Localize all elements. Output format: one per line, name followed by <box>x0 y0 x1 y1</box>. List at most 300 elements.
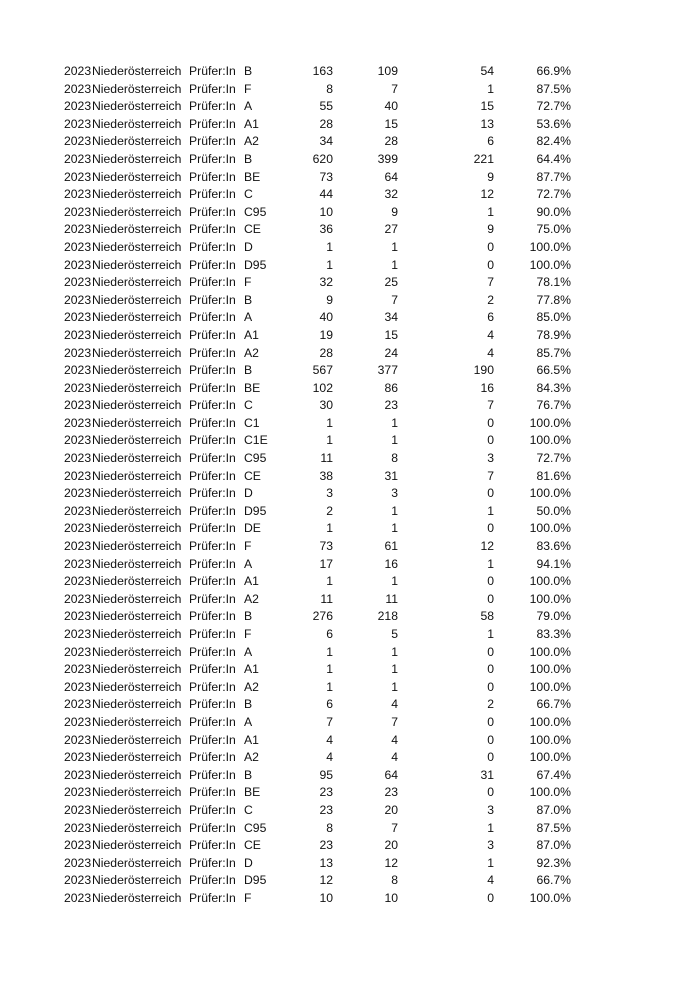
cell-passed: 1 <box>391 503 398 518</box>
table-row <box>64 221 571 239</box>
cell-role: Prüfer:In <box>189 539 236 554</box>
cell-year: 2023 <box>64 64 92 78</box>
cell-failed: 221 <box>473 151 494 166</box>
cell-region: Niederösterreich <box>92 486 182 501</box>
table-row <box>64 855 571 873</box>
cell-year: 2023 <box>64 785 92 800</box>
cell-year: 2023 <box>64 539 92 554</box>
cell-region: Niederösterreich <box>92 345 182 360</box>
table-row <box>64 767 571 785</box>
cell-failed: 0 <box>487 574 494 589</box>
cell-region: Niederösterreich <box>92 292 182 307</box>
cell-total: 1 <box>326 257 333 272</box>
cell-pass-rate: 82.4% <box>536 134 571 149</box>
cell-total: 2 <box>326 503 333 518</box>
cell-pass-rate: 100.0% <box>529 415 571 430</box>
cell-failed: 0 <box>487 415 494 430</box>
cell-total: 11 <box>320 591 333 606</box>
cell-region: Niederösterreich <box>92 398 182 413</box>
table-row <box>64 749 571 767</box>
cell-pass-rate: 83.3% <box>536 627 571 641</box>
table-row <box>64 520 571 538</box>
cell-pass-rate: 100.0% <box>529 574 571 589</box>
cell-license-class: D <box>244 855 253 870</box>
cell-passed: 27 <box>384 222 398 237</box>
cell-pass-rate: 66.7% <box>536 873 571 888</box>
cell-role: Prüfer:In <box>189 116 236 131</box>
cell-license-class: A1 <box>244 732 259 747</box>
cell-license-class: A <box>244 644 253 659</box>
cell-failed: 58 <box>480 609 494 624</box>
cell-role: Prüfer:In <box>189 767 236 782</box>
cell-role: Prüfer:In <box>189 187 236 202</box>
cell-failed: 0 <box>487 257 494 272</box>
cell-total: 1 <box>326 521 333 536</box>
cell-total: 12 <box>319 873 333 888</box>
cell-pass-rate: 100.0% <box>529 714 571 729</box>
cell-year: 2023 <box>64 327 92 342</box>
table-row <box>64 151 571 169</box>
cell-year: 2023 <box>64 292 92 307</box>
cell-total: 55 <box>319 99 333 114</box>
cell-role: Prüfer:In <box>189 64 236 78</box>
cell-passed: 34 <box>384 310 398 325</box>
cell-year: 2023 <box>64 239 92 254</box>
cell-region: Niederösterreich <box>92 662 182 677</box>
cell-total: 10 <box>319 890 333 905</box>
cell-year: 2023 <box>64 275 92 290</box>
cell-pass-rate: 100.0% <box>529 679 571 694</box>
cell-failed: 0 <box>487 591 494 606</box>
cell-total: 23 <box>319 802 333 817</box>
cell-passed: 1 <box>391 644 398 659</box>
table-row <box>64 661 571 679</box>
cell-license-class: B <box>244 151 253 166</box>
cell-pass-rate: 100.0% <box>529 257 571 272</box>
cell-failed: 12 <box>480 539 494 554</box>
cell-failed: 1 <box>487 503 494 518</box>
cell-pass-rate: 92.3% <box>536 855 571 870</box>
cell-pass-rate: 50.0% <box>536 503 571 518</box>
cell-failed: 9 <box>487 169 494 184</box>
cell-passed: 15 <box>384 116 398 131</box>
cell-failed: 9 <box>487 222 494 237</box>
cell-total: 9 <box>326 292 333 307</box>
cell-license-class: A1 <box>244 662 259 677</box>
cell-year: 2023 <box>64 116 92 131</box>
cell-failed: 31 <box>480 767 494 782</box>
cell-failed: 0 <box>487 644 494 659</box>
cell-passed: 7 <box>391 820 398 835</box>
cell-pass-rate: 66.7% <box>536 697 571 712</box>
cell-total: 7 <box>326 714 333 729</box>
cell-passed: 23 <box>384 398 398 413</box>
cell-role: Prüfer:In <box>189 310 236 325</box>
cell-year: 2023 <box>64 151 92 166</box>
cell-pass-rate: 84.3% <box>536 380 571 395</box>
cell-year: 2023 <box>64 627 92 641</box>
cell-year: 2023 <box>64 820 92 835</box>
cell-region: Niederösterreich <box>92 169 182 184</box>
cell-failed: 2 <box>487 292 494 307</box>
cell-region: Niederösterreich <box>92 574 182 589</box>
cell-region: Niederösterreich <box>92 239 182 254</box>
cell-pass-rate: 75.0% <box>536 222 571 237</box>
cell-total: 28 <box>319 345 333 360</box>
cell-year: 2023 <box>64 486 92 501</box>
cell-role: Prüfer:In <box>189 204 236 219</box>
cell-total: 1 <box>326 662 333 677</box>
cell-total: 23 <box>319 838 333 853</box>
cell-pass-rate: 100.0% <box>529 750 571 765</box>
cell-passed: 7 <box>391 292 398 307</box>
cell-total: 44 <box>319 187 333 202</box>
cell-passed: 1 <box>391 239 398 254</box>
cell-passed: 5 <box>391 627 398 641</box>
cell-year: 2023 <box>64 398 92 413</box>
cell-total: 6 <box>326 627 333 641</box>
cell-role: Prüfer:In <box>189 398 236 413</box>
cell-passed: 109 <box>377 64 398 78</box>
table-row <box>64 608 571 626</box>
cell-license-class: CE <box>244 468 261 483</box>
cell-region: Niederösterreich <box>92 151 182 166</box>
cell-license-class: C1 <box>244 415 260 430</box>
cell-passed: 1 <box>391 662 398 677</box>
cell-year: 2023 <box>64 415 92 430</box>
cell-role: Prüfer:In <box>189 609 236 624</box>
cell-role: Prüfer:In <box>189 345 236 360</box>
cell-pass-rate: 100.0% <box>529 521 571 536</box>
table-row <box>64 468 571 486</box>
cell-region: Niederösterreich <box>92 451 182 466</box>
cell-failed: 1 <box>487 627 494 641</box>
cell-pass-rate: 87.7% <box>536 169 571 184</box>
cell-failed: 0 <box>487 521 494 536</box>
cell-pass-rate: 100.0% <box>529 486 571 501</box>
cell-role: Prüfer:In <box>189 327 236 342</box>
cell-year: 2023 <box>64 855 92 870</box>
cell-license-class: CE <box>244 222 261 237</box>
cell-region: Niederösterreich <box>92 222 182 237</box>
cell-total: 6 <box>326 697 333 712</box>
cell-license-class: A2 <box>244 345 259 360</box>
cell-license-class: A2 <box>244 679 259 694</box>
cell-pass-rate: 53.6% <box>536 116 571 131</box>
cell-pass-rate: 85.0% <box>536 310 571 325</box>
cell-year: 2023 <box>64 204 92 219</box>
cell-total: 73 <box>319 539 333 554</box>
cell-role: Prüfer:In <box>189 380 236 395</box>
cell-role: Prüfer:In <box>189 451 236 466</box>
cell-license-class: C95 <box>244 451 267 466</box>
cell-role: Prüfer:In <box>189 714 236 729</box>
cell-total: 276 <box>312 609 333 624</box>
cell-region: Niederösterreich <box>92 64 182 78</box>
cell-region: Niederösterreich <box>92 116 182 131</box>
table-row <box>64 116 571 134</box>
cell-passed: 1 <box>391 257 398 272</box>
cell-pass-rate: 77.8% <box>536 292 571 307</box>
cell-region: Niederösterreich <box>92 99 182 114</box>
cell-region: Niederösterreich <box>92 750 182 765</box>
cell-role: Prüfer:In <box>189 415 236 430</box>
cell-license-class: A1 <box>244 116 259 131</box>
cell-total: 1 <box>326 574 333 589</box>
cell-role: Prüfer:In <box>189 627 236 641</box>
cell-failed: 6 <box>487 310 494 325</box>
cell-passed: 11 <box>385 591 398 606</box>
cell-pass-rate: 67.4% <box>536 767 571 782</box>
cell-pass-rate: 64.4% <box>536 151 571 166</box>
cell-region: Niederösterreich <box>92 187 182 202</box>
cell-region: Niederösterreich <box>92 890 182 905</box>
cell-passed: 15 <box>384 327 398 342</box>
cell-total: 1 <box>326 644 333 659</box>
cell-passed: 31 <box>384 468 398 483</box>
cell-pass-rate: 72.7% <box>536 451 571 466</box>
cell-role: Prüfer:In <box>189 521 236 536</box>
cell-license-class: B <box>244 697 253 712</box>
table-row <box>64 397 571 415</box>
cell-license-class: DE <box>244 521 261 536</box>
cell-region: Niederösterreich <box>92 556 182 571</box>
table-row <box>64 274 571 292</box>
cell-total: 23 <box>319 785 333 800</box>
cell-passed: 9 <box>391 204 398 219</box>
cell-role: Prüfer:In <box>189 433 236 448</box>
cell-role: Prüfer:In <box>189 222 236 237</box>
cell-failed: 0 <box>487 750 494 765</box>
cell-failed: 7 <box>487 468 494 483</box>
cell-passed: 8 <box>391 451 398 466</box>
cell-year: 2023 <box>64 99 92 114</box>
cell-region: Niederösterreich <box>92 468 182 483</box>
cell-year: 2023 <box>64 134 92 149</box>
cell-role: Prüfer:In <box>189 644 236 659</box>
cell-license-class: A2 <box>244 134 259 149</box>
cell-failed: 1 <box>487 556 494 571</box>
cell-year: 2023 <box>64 679 92 694</box>
cell-year: 2023 <box>64 187 92 202</box>
cell-total: 1 <box>326 239 333 254</box>
cell-failed: 3 <box>487 802 494 817</box>
cell-region: Niederösterreich <box>92 644 182 659</box>
cell-total: 1 <box>326 433 333 448</box>
cell-region: Niederösterreich <box>92 838 182 853</box>
cell-passed: 20 <box>384 802 398 817</box>
cell-region: Niederösterreich <box>92 679 182 694</box>
cell-passed: 4 <box>391 750 398 765</box>
cell-passed: 64 <box>384 767 398 782</box>
cell-total: 34 <box>319 134 333 149</box>
cell-total: 8 <box>326 81 333 96</box>
cell-license-class: BE <box>244 380 261 395</box>
table-row <box>64 626 571 644</box>
cell-year: 2023 <box>64 556 92 571</box>
cell-role: Prüfer:In <box>189 363 236 378</box>
cell-license-class: A <box>244 99 253 114</box>
cell-failed: 1 <box>487 855 494 870</box>
cell-role: Prüfer:In <box>189 838 236 853</box>
cell-role: Prüfer:In <box>189 239 236 254</box>
cell-pass-rate: 100.0% <box>529 433 571 448</box>
table-row <box>64 872 571 890</box>
table-row <box>64 485 571 503</box>
cell-pass-rate: 81.6% <box>536 468 571 483</box>
cell-license-class: BE <box>244 169 261 184</box>
cell-role: Prüfer:In <box>189 556 236 571</box>
cell-total: 11 <box>320 451 333 466</box>
table-row <box>64 415 571 433</box>
cell-role: Prüfer:In <box>189 802 236 817</box>
table-body <box>64 63 571 908</box>
cell-total: 567 <box>312 363 333 378</box>
table-row <box>64 98 571 116</box>
cell-role: Prüfer:In <box>189 503 236 518</box>
cell-region: Niederösterreich <box>92 591 182 606</box>
cell-failed: 1 <box>487 204 494 219</box>
cell-role: Prüfer:In <box>189 820 236 835</box>
cell-failed: 1 <box>487 81 494 96</box>
cell-region: Niederösterreich <box>92 327 182 342</box>
cell-year: 2023 <box>64 468 92 483</box>
cell-passed: 64 <box>384 169 398 184</box>
cell-region: Niederösterreich <box>92 521 182 536</box>
cell-role: Prüfer:In <box>189 275 236 290</box>
cell-role: Prüfer:In <box>189 486 236 501</box>
cell-failed: 0 <box>487 662 494 677</box>
cell-failed: 7 <box>487 398 494 413</box>
cell-license-class: B <box>244 292 253 307</box>
table-row <box>64 345 571 363</box>
table-row <box>64 503 571 521</box>
cell-role: Prüfer:In <box>189 785 236 800</box>
cell-license-class: A2 <box>244 750 259 765</box>
cell-role: Prüfer:In <box>189 873 236 888</box>
cell-total: 102 <box>312 380 333 395</box>
cell-total: 30 <box>319 398 333 413</box>
cell-license-class: A <box>244 714 253 729</box>
cell-passed: 40 <box>384 99 398 114</box>
cell-passed: 7 <box>391 714 398 729</box>
cell-pass-rate: 83.6% <box>536 539 571 554</box>
cell-license-class: C95 <box>244 820 267 835</box>
table-row <box>64 133 571 151</box>
cell-passed: 61 <box>384 539 398 554</box>
cell-passed: 3 <box>391 486 398 501</box>
cell-failed: 54 <box>480 64 494 78</box>
cell-pass-rate: 100.0% <box>529 591 571 606</box>
cell-region: Niederösterreich <box>92 732 182 747</box>
cell-license-class: CE <box>244 838 261 853</box>
cell-passed: 1 <box>391 415 398 430</box>
cell-region: Niederösterreich <box>92 539 182 554</box>
cell-pass-rate: 94.1% <box>536 556 571 571</box>
cell-role: Prüfer:In <box>189 151 236 166</box>
cell-role: Prüfer:In <box>189 890 236 905</box>
table-row <box>64 380 571 398</box>
cell-license-class: F <box>244 81 252 96</box>
cell-failed: 0 <box>487 714 494 729</box>
cell-role: Prüfer:In <box>189 855 236 870</box>
table-row <box>64 169 571 187</box>
cell-total: 4 <box>326 732 333 747</box>
cell-role: Prüfer:In <box>189 99 236 114</box>
cell-year: 2023 <box>64 521 92 536</box>
table-row <box>64 556 571 574</box>
cell-pass-rate: 87.5% <box>536 81 571 96</box>
table-row <box>64 890 571 908</box>
cell-pass-rate: 87.0% <box>536 802 571 817</box>
cell-failed: 3 <box>487 451 494 466</box>
cell-pass-rate: 66.9% <box>536 64 571 78</box>
cell-failed: 0 <box>487 679 494 694</box>
cell-role: Prüfer:In <box>189 169 236 184</box>
cell-region: Niederösterreich <box>92 415 182 430</box>
table-row <box>64 679 571 697</box>
cell-year: 2023 <box>64 609 92 624</box>
cell-pass-rate: 100.0% <box>529 890 571 905</box>
cell-pass-rate: 66.5% <box>536 363 571 378</box>
table-row <box>64 257 571 275</box>
cell-year: 2023 <box>64 767 92 782</box>
cell-passed: 7 <box>391 81 398 96</box>
cell-role: Prüfer:In <box>189 81 236 96</box>
cell-pass-rate: 85.7% <box>536 345 571 360</box>
cell-pass-rate: 100.0% <box>529 732 571 747</box>
cell-year: 2023 <box>64 257 92 272</box>
cell-region: Niederösterreich <box>92 134 182 149</box>
cell-region: Niederösterreich <box>92 380 182 395</box>
cell-failed: 13 <box>480 116 494 131</box>
cell-total: 1 <box>326 415 333 430</box>
cell-failed: 7 <box>487 275 494 290</box>
cell-failed: 0 <box>487 433 494 448</box>
cell-license-class: C <box>244 802 253 817</box>
cell-role: Prüfer:In <box>189 732 236 747</box>
table-row <box>64 573 571 591</box>
table-row <box>64 204 571 222</box>
cell-region: Niederösterreich <box>92 714 182 729</box>
cell-year: 2023 <box>64 591 92 606</box>
cell-total: 8 <box>326 820 333 835</box>
cell-passed: 86 <box>384 380 398 395</box>
cell-passed: 24 <box>384 345 398 360</box>
table-row <box>64 186 571 204</box>
cell-total: 36 <box>319 222 333 237</box>
cell-total: 620 <box>312 151 333 166</box>
cell-year: 2023 <box>64 873 92 888</box>
cell-license-class: B <box>244 64 253 78</box>
cell-pass-rate: 87.5% <box>536 820 571 835</box>
cell-failed: 3 <box>487 838 494 853</box>
cell-role: Prüfer:In <box>189 697 236 712</box>
cell-year: 2023 <box>64 81 92 96</box>
cell-role: Prüfer:In <box>189 574 236 589</box>
cell-passed: 4 <box>391 697 398 712</box>
cell-pass-rate: 100.0% <box>529 644 571 659</box>
table-row <box>64 309 571 327</box>
cell-passed: 377 <box>377 363 398 378</box>
cell-role: Prüfer:In <box>189 750 236 765</box>
cell-license-class: D <box>244 486 253 501</box>
cell-year: 2023 <box>64 838 92 853</box>
cell-pass-rate: 78.1% <box>536 275 571 290</box>
cell-role: Prüfer:In <box>189 257 236 272</box>
cell-pass-rate: 76.7% <box>536 398 571 413</box>
cell-year: 2023 <box>64 750 92 765</box>
